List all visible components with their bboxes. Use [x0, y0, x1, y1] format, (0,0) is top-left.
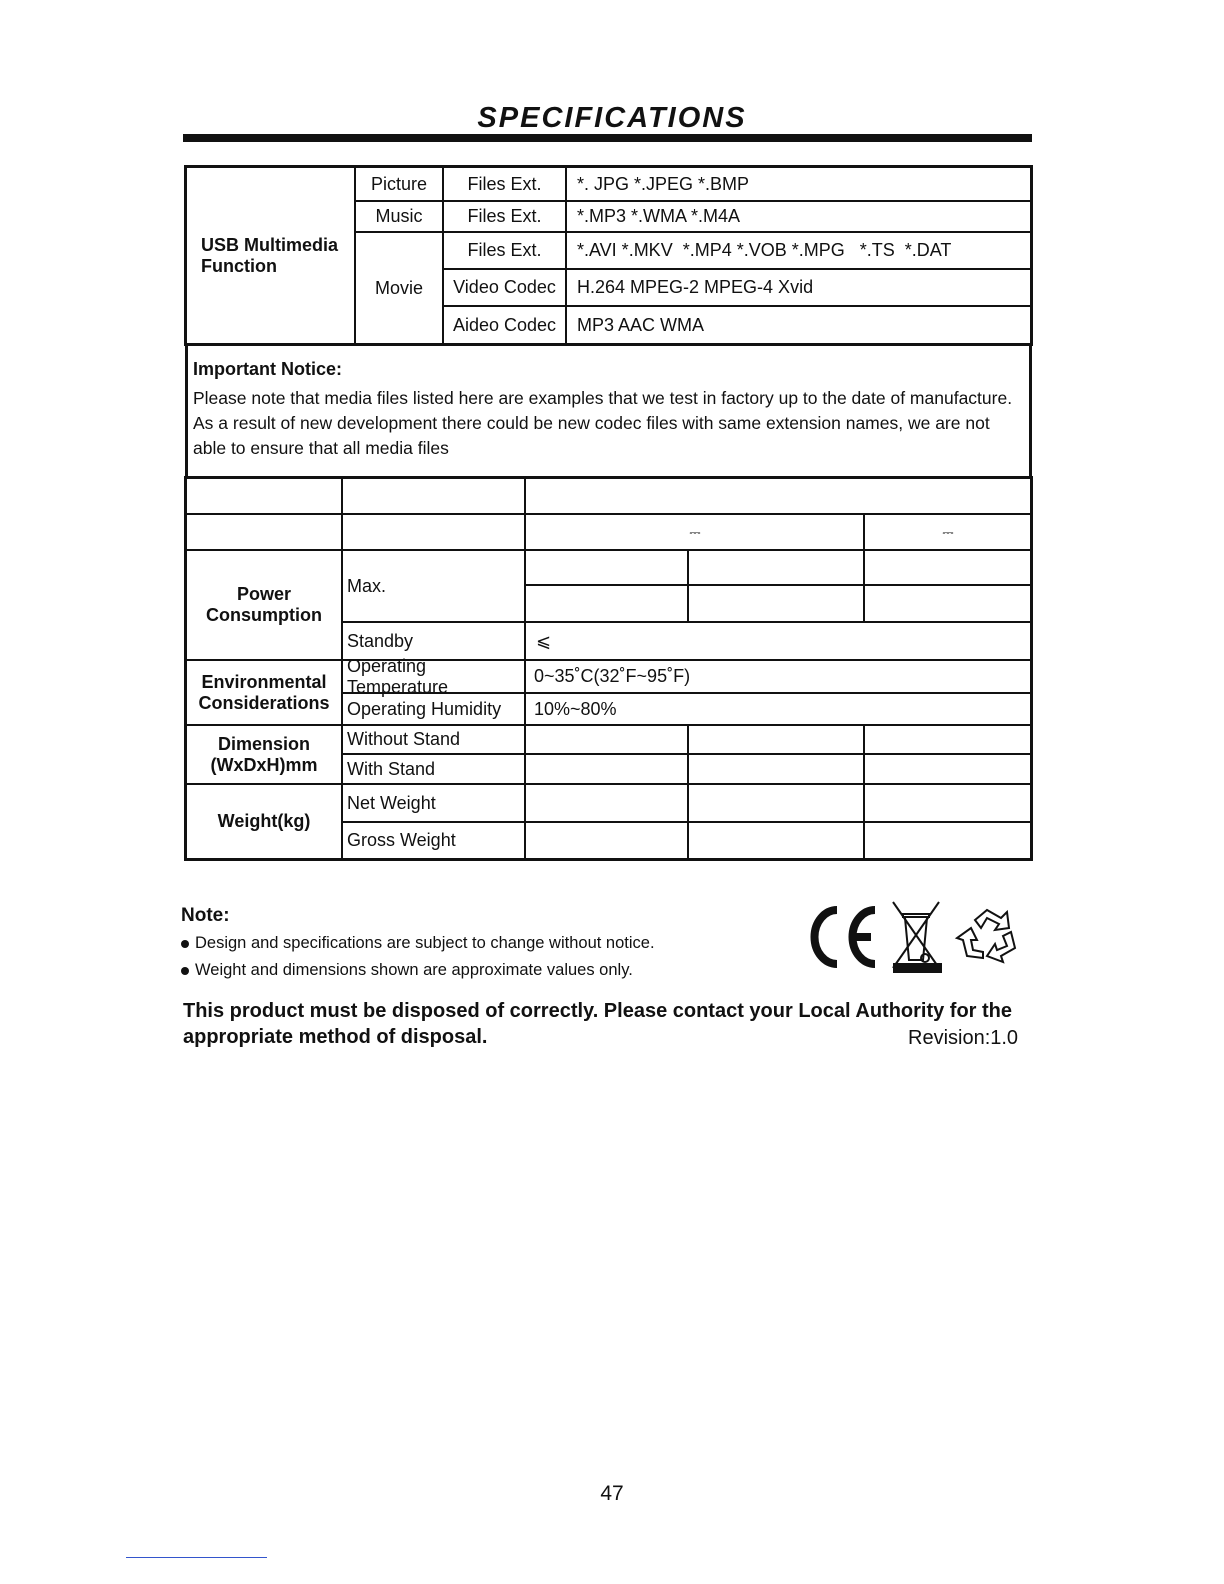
movie-files-ext-label: Files Ext.	[442, 231, 567, 270]
blank-cell	[524, 724, 689, 755]
note-item	[181, 961, 633, 980]
music-label: Music	[354, 200, 444, 233]
page-title: SPECIFICATIONS	[477, 102, 747, 134]
audio-codecs-value: MP3 AAC WMA	[565, 305, 1032, 345]
with-stand-label: With Stand	[341, 753, 526, 785]
operating-temperature-value: 0~35˚C(32˚F~95˚F)	[524, 659, 1032, 694]
blank-cell	[863, 549, 1032, 586]
movie-label: Movie	[354, 231, 444, 345]
blank-cell	[863, 783, 1032, 823]
operating-temperature-label: Operating Temperature	[341, 659, 526, 694]
picture-label: Picture	[354, 167, 444, 202]
disposal-notice: This product must be disposed of correctly. Please contact your Local Authority for the appropriate method of disposal.	[183, 1000, 1013, 1048]
compliance-logos	[805, 898, 1025, 978]
without-stand-label: Without Stand	[341, 724, 526, 755]
video-codecs-value: H.264 MPEG-2 MPEG-4 Xvid	[565, 268, 1032, 307]
underline-mark	[126, 1557, 267, 1558]
blank-cell	[524, 753, 689, 785]
audio-codec-label: Aideo Codec	[442, 305, 567, 345]
gross-weight-label: Gross Weight	[341, 821, 526, 860]
blank-cell	[524, 584, 689, 623]
picture-files-ext-label: Files Ext.	[442, 167, 567, 202]
blank-cell	[341, 477, 526, 515]
ce-mark-icon	[815, 910, 876, 964]
recycle-icon	[957, 910, 1015, 962]
music-files-ext-label: Files Ext.	[442, 200, 567, 233]
note-item	[181, 934, 655, 953]
weight-label: Weight(kg)	[185, 783, 343, 860]
note-item-text: Design and specifications are subject to change without notice.	[195, 934, 655, 952]
blank-cell	[687, 821, 865, 860]
power-consumption-label: Power Consumption	[185, 549, 343, 661]
blank-cell	[863, 584, 1032, 623]
weee-bin-icon	[893, 902, 941, 972]
blank-cell	[524, 549, 689, 586]
revision-label: Revision:1.0	[908, 1027, 1019, 1049]
movie-ext-value: *.AVI *.MKV *.MP4 *.VOB *.MPG *.TS *.DAT	[565, 231, 1032, 270]
net-weight-label: Net Weight	[341, 783, 526, 823]
operating-humidity-value: 10%~80%	[524, 692, 1032, 726]
blank-cell	[687, 783, 865, 823]
blank-cell	[863, 821, 1032, 860]
usb-multimedia-label: USB Multimedia Function	[185, 167, 356, 345]
notice-heading: Important Notice:	[193, 359, 343, 379]
blank-cell	[185, 477, 343, 515]
blank-cell	[524, 477, 1032, 515]
notice-text: Please note that media files listed here are examples that we test in factory up to the date of manufacture. As a result of new development there could be new codec files with same extension names, we are not able to ensure that all media files	[193, 388, 1013, 458]
standby-value: ⩽	[524, 621, 1032, 661]
title-rule	[183, 134, 1032, 142]
video-codec-label: Video Codec	[442, 268, 567, 307]
dimension-label: Dimension (WxDxH)mm	[185, 724, 343, 785]
blank-cell	[863, 724, 1032, 755]
blank-cell	[341, 513, 526, 551]
note-item-text: Weight and dimensions shown are approximate values only.	[195, 961, 633, 979]
blank-cell	[524, 821, 689, 860]
page-number: 47	[600, 1482, 624, 1505]
environmental-label: Environmental Considerations	[185, 659, 343, 726]
blank-cell	[185, 513, 343, 551]
blank-cell	[863, 753, 1032, 785]
blank-cell	[687, 549, 865, 586]
dc-symbol-icon: ⎓	[863, 513, 1032, 551]
blank-cell	[687, 753, 865, 785]
picture-ext-value: *. JPG *.JPEG *.BMP	[565, 167, 1032, 202]
max-label: Max.	[341, 549, 526, 623]
music-ext-value: *.MP3 *.WMA *.M4A	[565, 200, 1032, 233]
note-heading: Note:	[181, 905, 230, 926]
dc-symbol-icon: ⎓	[524, 513, 865, 551]
blank-cell	[687, 584, 865, 623]
operating-humidity-label: Operating Humidity	[341, 692, 526, 726]
standby-label: Standby	[341, 621, 526, 661]
blank-cell	[524, 783, 689, 823]
blank-cell	[687, 724, 865, 755]
important-notice	[185, 344, 1032, 478]
